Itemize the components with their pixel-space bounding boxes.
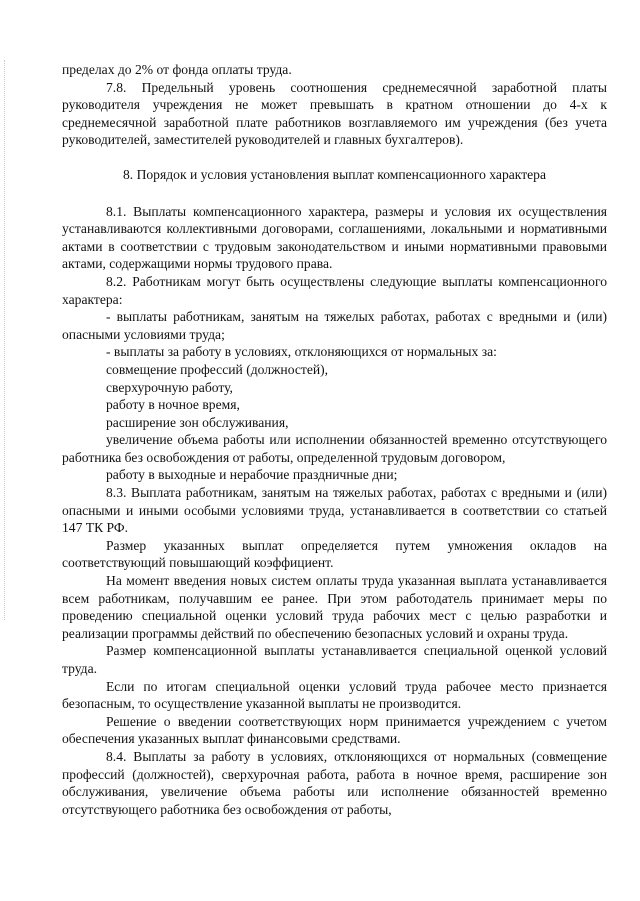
paragraph-continuation: пределах до 2% от фонда оплаты труда. (62, 62, 292, 77)
paragraph-payment-size: Размер указанных выплат определяется путем умножения окладов на соответствующий повышающий коэффициент. (62, 537, 607, 571)
paragraph-7-8: 7.8. Предельный уровень соотношения среднемесячной заработной платы руководителя учреждения не может превышать в кратном отношении до 4-х к среднемесячной заработной плате работников возглавляемого им учреждения (без учета руководителей, заместителей руководителей и главных бухгалтеров). (62, 79, 607, 148)
list-item-hazardous: - выплаты работникам, занятым на тяжелых работах, работах с вредными и (или) опасными условиями труда; (62, 309, 607, 342)
section-8-heading: 8. Порядок и условия установления выплат компенсационного характера (122, 166, 547, 182)
paragraph-compensation-size: Размер компенсационной выплаты устанавливается специальной оценкой условий труда. (62, 643, 607, 676)
sub-item-combining-professions: совмещение профессий (должностей), (106, 361, 329, 377)
sub-item-weekend-work: работу в выходные и нерабочие праздничные дни; (106, 467, 398, 483)
scan-edge-mark (4, 60, 6, 620)
paragraph-8-3: 8.3. Выплата работникам, занятым на тяжелых работах, работах с вредными и (или) опасными и иными особыми условиями труда, устанавливается в соответствии со статьей 147 ТК РФ. (62, 485, 607, 536)
paragraph-8-4: 8.4. Выплаты за работу в условиях, отклоняющихся от нормальных (совмещение профессий (должностей), сверхурочная работа, работа в ночное время, расширение зон обслуживания, увеличение объема работы или исполнение обязанностей временно отсутствующего работника без освобождения от работы, (62, 748, 607, 817)
paragraph-decision: Решение о введении соответствующих норм принимается учреждением с учетом обеспечения указанных выплат финансовыми средствами. (62, 713, 607, 747)
paragraph-introduction-moment: На момент введения новых систем оплаты труда указанная выплата устанавливается всем работникам, получавшим ее ранее. При этом работодатель принимает меры по проведению специальной оценки условий труда рабочих мест с целью разработки и реализации программы действий по обеспечению безопасных условий и охраны труда. (62, 573, 607, 641)
paragraph-8-2: 8.2. Работникам могут быть осуществлены следующие выплаты компенсационного характера: (62, 273, 607, 307)
sub-item-service-zones: расширение зон обслуживания, (106, 414, 289, 430)
sub-item-night-work: работу в ночное время, (106, 397, 240, 413)
list-item-deviating-conditions: - выплаты за работу в условиях, отклоняющихся от нормальных за: (106, 344, 497, 360)
sub-item-overtime: сверхурочную работу, (106, 379, 233, 395)
paragraph-8-1: 8.1. Выплаты компенсационного характера, размеры и условия их осуществления устанавливаются коллективными договорами, соглашениями, локальными и нормативными актами в соответствии с трудовым законодательством и иными нормативными правовыми актами, содержащими нормы трудового права. (62, 203, 607, 272)
document-body (62, 61, 607, 818)
sub-item-increased-workload: увеличение объема работы или исполнении обязанностей временно отсутствующего работника без освобождения от работы, определенной трудовым договором, (62, 432, 607, 465)
paragraph-safe-workplace: Если по итогам специальной оценки условий труда рабочее место признается безопасным, то осуществление указанной выплаты не производится. (62, 678, 607, 712)
